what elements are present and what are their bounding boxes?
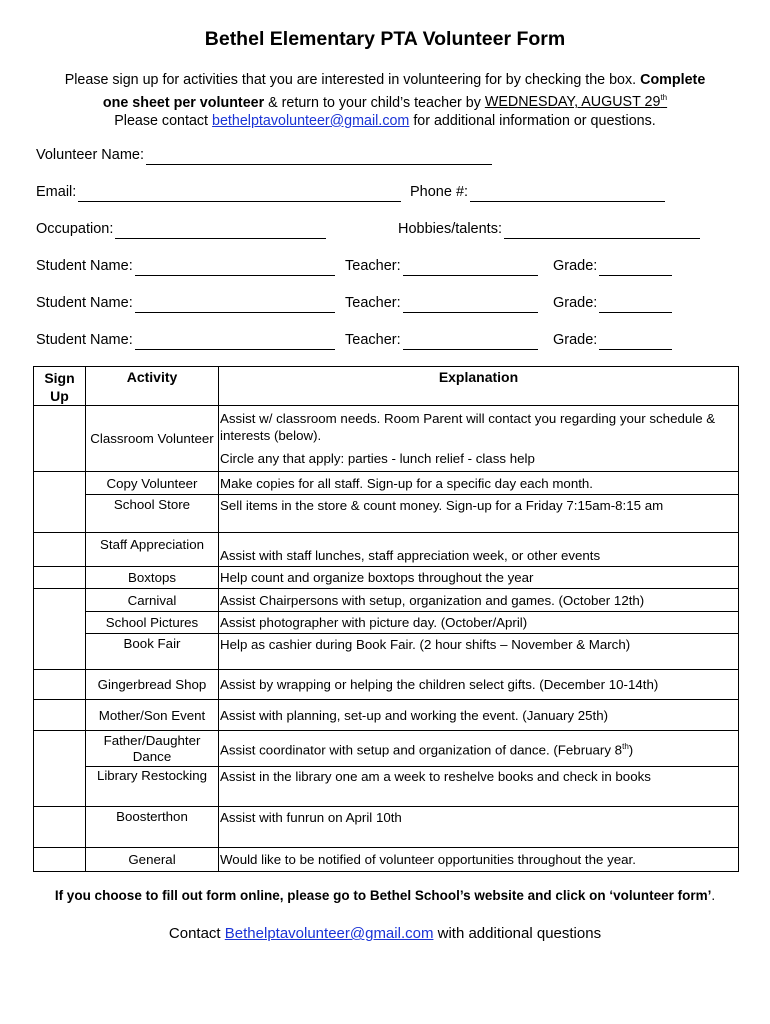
contact-email-link[interactable]: bethelptavolunteer@gmail.com [212,112,410,129]
teacher-field-2[interactable] [345,293,538,313]
contact-prefix: Contact [168,925,221,942]
student-name-field-2[interactable] [36,293,335,313]
contact-suffix: with additional questions [437,925,602,942]
activity-table [33,366,739,872]
sign-up-checkbox[interactable] [34,533,86,567]
occupation-field[interactable] [36,219,326,239]
activity-name: Copy Volunteer [86,472,219,495]
table-row [34,472,739,495]
activity-name: Gingerbread Shop [86,670,219,700]
grade-label: Grade: [553,295,598,311]
contact-line [0,925,770,942]
online-form-note: If you choose to fill out form online, please go to Bethel School’s website and click on ‘volunteer form’. [54,888,716,903]
student-name-label: Student Name: [36,332,133,348]
sign-up-checkbox[interactable] [34,567,86,589]
email-label: Email: [36,184,77,200]
grade-field-1[interactable] [553,256,672,276]
activity-name: Book Fair [86,634,219,670]
activity-explanation: Assist in the library one am a week to reshelve books and check in books [219,767,739,807]
activity-name: Boxtops [86,567,219,589]
sign-up-checkbox[interactable] [34,670,86,700]
sign-up-checkbox[interactable] [34,589,86,670]
teacher-label: Teacher: [345,258,401,274]
header-explanation: Explanation [219,367,739,406]
activity-explanation: Sell items in the store & count money. Sign-up for a Friday 7:15am-8:15 am [219,495,739,533]
table-row [34,848,739,872]
volunteer-name-field[interactable] [36,145,492,165]
activity-name: School Store [86,495,219,533]
activity-explanation: Assist by wrapping or helping the children select gifts. (December 10-14th) [219,670,739,700]
activity-explanation: Assist coordinator with setup and organization of dance. (February 8th) [219,731,739,767]
intro-complete: Complete [640,72,706,88]
sign-up-checkbox[interactable] [34,472,86,533]
sign-up-checkbox[interactable] [34,807,86,848]
hobbies-field[interactable] [398,219,700,239]
table-row [34,612,739,634]
teacher-field-3[interactable] [345,330,538,350]
activity-name: General [86,848,219,872]
activity-name: Carnival [86,589,219,612]
intro-line1: Please sign up for activities that you are interested in volunteering for by checking the box. [64,72,637,88]
student-name-field-1[interactable] [36,256,335,276]
intro-one-sheet: one sheet per volunteer [102,94,265,111]
table-row [34,406,739,472]
teacher-label: Teacher: [345,332,401,348]
activity-name: Boosterthon [86,807,219,848]
phone-label: Phone #: [410,184,469,200]
deadline: WEDNESDAY, AUGUST 29th [484,93,668,111]
activity-explanation: Make copies for all staff. Sign-up for a specific day each month. [219,472,739,495]
table-row [34,567,739,589]
sign-up-checkbox[interactable] [34,731,86,807]
activity-explanation: Assist with staff lunches, staff appreciation week, or other events [219,533,739,567]
activity-explanation: Assist Chairpersons with setup, organization and games. (October 12th) [219,589,739,612]
intro-return: & return to your child’s teacher by [268,94,481,111]
activity-explanation: Help as cashier during Book Fair. (2 hour shifts – November & March) [219,634,739,670]
table-row [34,634,739,670]
intro-contact: Please contact [114,112,209,129]
grade-label: Grade: [553,332,598,348]
volunteer-name-label: Volunteer Name: [36,147,145,163]
table-row [34,533,739,567]
teacher-label: Teacher: [345,295,401,311]
activity-explanation: Assist with planning, set-up and working the event. (January 25th) [219,700,739,731]
table-row [34,670,739,700]
grade-field-3[interactable] [553,330,672,350]
header-activity: Activity [86,367,219,406]
activity-explanation: Help count and organize boxtops throughout the year [219,567,739,589]
table-row [34,767,739,807]
student-name-label: Student Name: [36,295,133,311]
activity-explanation: Assist photographer with picture day. (October/April) [219,612,739,634]
table-row [34,807,739,848]
grade-label: Grade: [553,258,598,274]
student-name-field-3[interactable] [36,330,335,350]
student-name-label: Student Name: [36,258,133,274]
hobbies-label: Hobbies/talents: [398,221,502,237]
phone-field[interactable] [410,182,665,202]
activity-name: Classroom Volunteer [86,406,219,472]
intro-contact-end: for additional information or questions. [413,112,656,129]
table-header-row [34,367,739,406]
instructions [20,71,750,130]
sign-up-checkbox[interactable] [34,700,86,731]
sign-up-checkbox[interactable] [34,848,86,872]
activity-explanation: Assist w/ classroom needs. Room Parent will contact you regarding your schedule & interests (below). Circle any that apply: parties - lunch relief - class help [219,406,739,472]
activity-name: School Pictures [86,612,219,634]
teacher-field-1[interactable] [345,256,538,276]
form-title: Bethel Elementary PTA Volunteer Form [204,28,566,50]
occupation-label: Occupation: [36,221,114,237]
header-sign-up: Sign Up [34,367,86,406]
table-row [34,495,739,533]
contact-email-link[interactable]: Bethelptavolunteer@gmail.com [224,925,434,942]
activity-name: Staff Appreciation [86,533,219,567]
activity-name: Library Restocking [86,767,219,807]
table-row [34,589,739,612]
table-row [34,731,739,767]
activity-name: Father/Daughter Dance [86,731,219,767]
table-row [34,700,739,731]
grade-field-2[interactable] [553,293,672,313]
activity-explanation: Assist with funrun on April 10th [219,807,739,848]
sign-up-checkbox[interactable] [34,406,86,472]
activity-name: Mother/Son Event [86,700,219,731]
activity-explanation: Would like to be notified of volunteer opportunities throughout the year. [219,848,739,872]
email-field[interactable] [36,182,401,202]
